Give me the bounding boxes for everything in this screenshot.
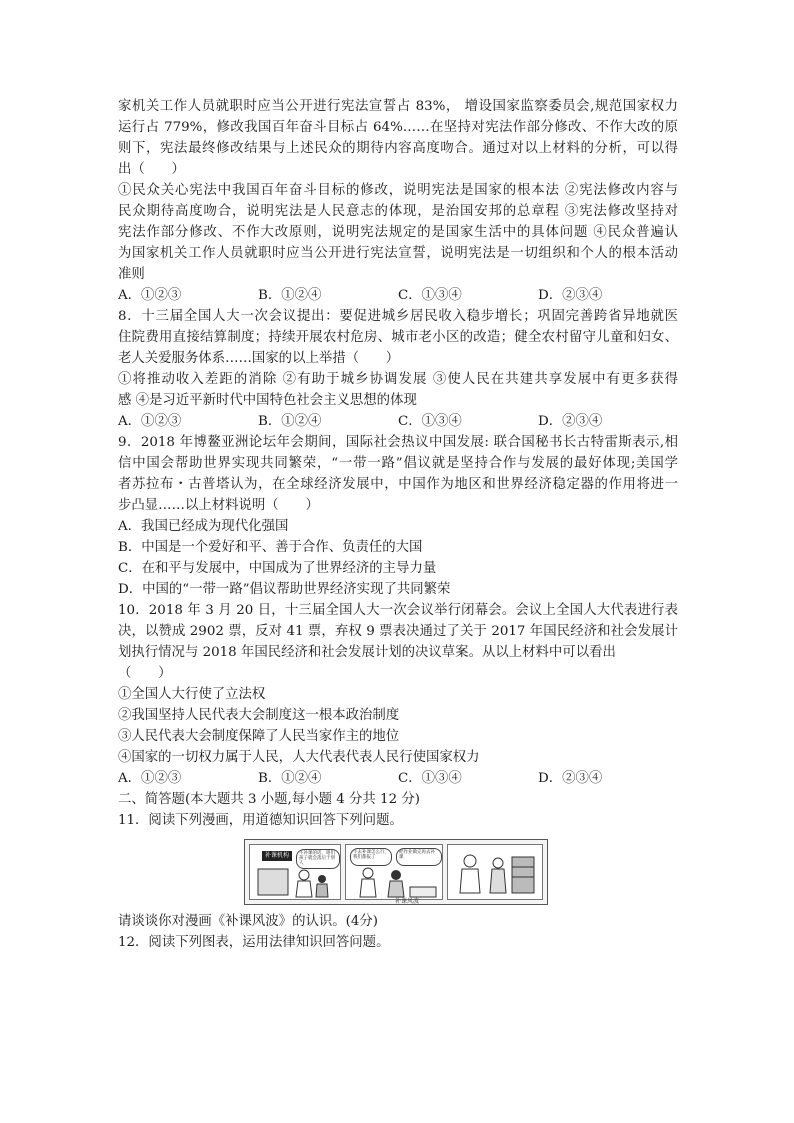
text-line: 民众期待高度吻合，说明宪法是人民意志的体现，是治国安邦的总章程 ③宪法修改坚持对 <box>118 204 678 219</box>
text-line: 为国家机关工作人员就职时应当公开进行宪法宣誓，说明宪法是一切组织和个人的根本活动 <box>118 246 678 261</box>
q10-text <box>118 600 678 768</box>
text-line: 家机关工作人员就职时应当公开进行宪法宣誓占 83%， 增设国家监察委员会,规范国家权力 <box>118 99 678 114</box>
option-b: B．中国是一个爱好和平、善于合作、负责任的大国 <box>118 540 423 555</box>
text-line: 老人关爱服务体系……国家的以上举措（ ） <box>118 351 400 366</box>
speech-bubble: 不补课的话，咱们孩子就会落后于别人 <box>296 849 340 869</box>
option-a: A．我国已经成为现代化强国 <box>118 519 289 534</box>
text-line: 决，以赞成 2902 票，反对 41 票，弃权 9 票表决通过了关于 2017 年国民经济和社会发展计 <box>118 624 678 639</box>
exam-page <box>118 96 678 953</box>
option-c: C．①③④ <box>398 771 462 786</box>
text-line: 请谈谈你对漫画《补课风波》的认识。(4分) <box>118 914 378 929</box>
text-line: ①全国人大行使了立法权 <box>118 687 266 702</box>
comic-panel-2 <box>345 844 443 900</box>
option-d: D．②③④ <box>538 771 603 786</box>
option-b: B．①②④ <box>258 414 322 429</box>
text-line: 划执行情况与 2018 年国民经济和社会发展计划的决议草案。从以上材料中可以看出 <box>118 645 616 660</box>
figures-illustration <box>256 865 336 899</box>
text-line: 信中国会帮助世界实现共同繁荣，“一带一路”倡议就是坚持合作与发展的最好体现;美国学 <box>118 456 678 471</box>
option-d: D．②③④ <box>538 288 603 303</box>
q10-options <box>118 768 678 789</box>
text-line: 步凸显……以上材料说明（ ） <box>118 498 319 513</box>
q8-options <box>118 411 678 432</box>
figures-illustration <box>452 847 538 897</box>
text-line: ①将推动收入差距的消除 ②有助于城乡协调发展 ③使人民在共建共享发展中有更多获得 <box>118 372 678 387</box>
q9-text <box>118 432 678 600</box>
text-line: ①民众关心宪法中我国百年奋斗目标的修改，说明宪法是国家的根本法 ②宪法修改内容与 <box>118 183 678 198</box>
text-line: 准则 <box>118 267 145 282</box>
text-line: 者苏拉布・古普塔认为，在全球经济发展中，中国作为地区和世界经济稳定器的作用将进一 <box>118 477 678 492</box>
option-c: C．①③④ <box>398 288 462 303</box>
comic-sign: 补课机构 <box>262 851 292 861</box>
option-b: B．①②④ <box>258 771 322 786</box>
text-line: ②我国坚持人民代表大会制度这一根本政治制度 <box>118 708 400 723</box>
text-line: （ ） <box>118 666 172 681</box>
text-line: 则下，宪法最终修改结果与上述民众的期待内容高度吻合。通过对以上材料的分析，可以得 <box>118 141 678 156</box>
text-line: 9．2018 年博鳌亚洲论坛年会期间，国际社会热议中国发展: 联合国秘书长古特雷斯表示,相 <box>118 435 678 450</box>
speech-bubble: 不去补课怎么行，我们都报了 <box>350 848 392 866</box>
option-d: D．中国的“一带一路”倡议帮助世界经济实现了共同繁荣 <box>118 582 451 597</box>
option-c: C．在和平与发展中，中国成为了世界经济的主导力量 <box>118 561 437 576</box>
q7-options <box>118 285 678 306</box>
speech-bubble: 把作业做完再去补课 <box>396 848 442 866</box>
text-line: 11．阅读下列漫画，用道德知识回答下列问题。 <box>118 813 403 828</box>
option-b: B．①②④ <box>258 288 322 303</box>
text-line: ③人民代表大会制度保障了人民当家作主的地位 <box>118 729 400 744</box>
comic-caption: 补课风波 <box>395 898 420 905</box>
text-line: 8．十三届全国人大一次会议提出：要促进城乡居民收入稳步增长；巩固完善跨省异地就医 <box>118 309 678 324</box>
option-a: A．①②③ <box>118 771 182 786</box>
comic-image <box>244 839 548 905</box>
comic-panel-1 <box>249 844 341 900</box>
text-line: 出（ ） <box>118 162 185 177</box>
section-heading: 二、简答题(本大题共 3 小题,每小题 4 分共 12 分) <box>118 792 420 807</box>
option-c: C．①③④ <box>398 414 462 429</box>
comic-panel-3 <box>447 844 543 900</box>
option-d: D．②③④ <box>538 414 603 429</box>
text-line: 10．2018 年 3 月 20 日，十三届全国人大一次会议举行闭幕会。会议上全国人大代表进行表 <box>118 603 678 618</box>
text-line: 运行占 779%，修改我国百年奋斗目标占 64%……在坚持对宪法作部分修改、不作大改的原 <box>118 120 678 135</box>
q8-text <box>118 306 678 411</box>
text-line: ④国家的一切权力属于人民，人大代表代表人民行使国家权力 <box>118 750 480 765</box>
option-a: A．①②③ <box>118 414 182 429</box>
text-line: 感 ④是习近平新时代中国特色社会主义思想的体现 <box>118 393 417 408</box>
text-line: 住院费用直接结算制度；持续开展农村危房、城市老小区的改造；健全农村留守儿童和妇女、 <box>118 330 678 345</box>
q7-text <box>118 96 678 285</box>
section-2 <box>118 789 678 831</box>
closing-text <box>118 911 678 953</box>
text-line: 12．阅读下列图表，运用法律知识回答问题。 <box>118 935 390 950</box>
text-line: 宪法作部分修改、不作大改原则，说明宪法规定的是国家生活中的具体问题 ④民众普遍认 <box>118 225 678 240</box>
figures-illustration <box>352 865 438 899</box>
option-a: A．①②③ <box>118 288 182 303</box>
